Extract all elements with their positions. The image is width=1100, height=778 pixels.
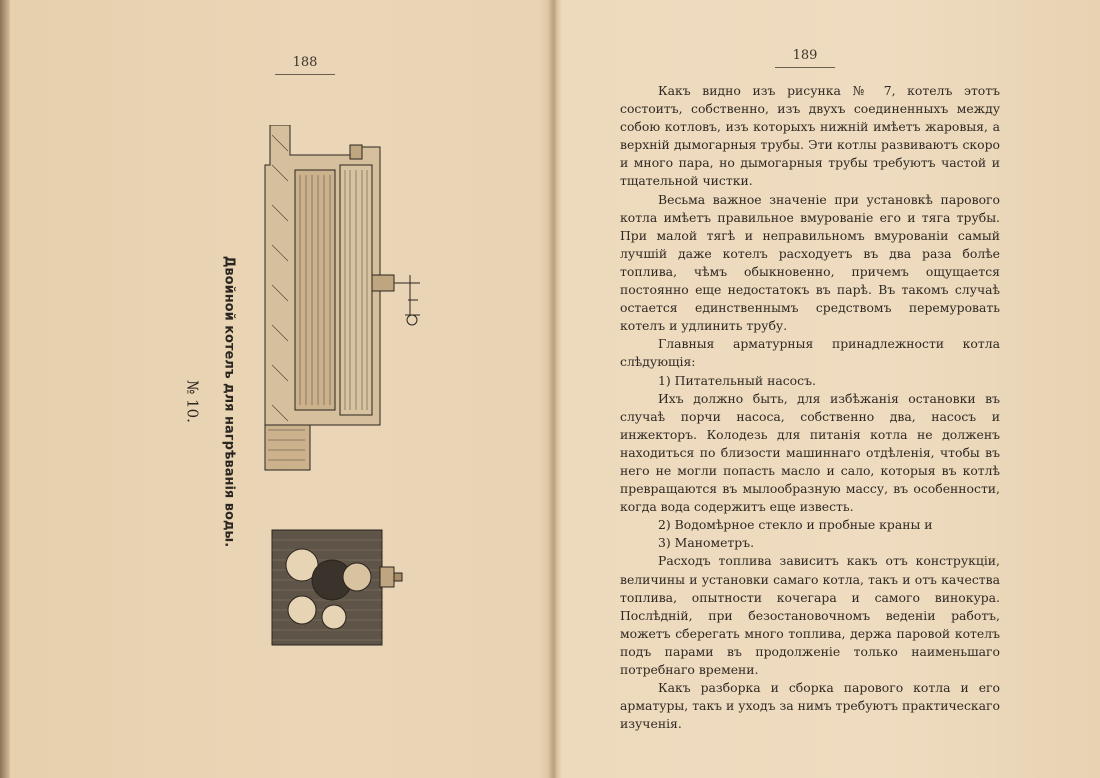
paragraph: Расходъ топлива зависитъ какъ отъ конструкціи, величины и установки самаго котла, такъ и отъ качества топлива, опытности кочегара и самого винокура. Послѣдній, при безостановочномъ веденіи работъ, можетъ сберегать много топлива, держа паровой котелъ подъ парами въ продолженіе только наименьшаго потребнаго времени. [620, 553, 1000, 677]
list-item: 2) Водомѣрное стекло и пробные краны и [658, 517, 933, 533]
paragraph: Главныя арматурныя принадлежности котла слѣдующія: [620, 336, 1000, 370]
list-item: 3) Манометръ. [658, 535, 755, 551]
page-number-right [775, 48, 835, 68]
figure-caption-title: Двойной котелъ для нагрѣванія воды. [221, 255, 237, 548]
paragraph: Какъ видно изъ рисунка № 7, котелъ этотъ состоитъ, собственно, изъ двухъ соединенныхъ между собою котловъ, изъ которыхъ нижній имѣетъ жаровыя, а верхній дымогарныя трубы. Эти котлы развиваютъ скоро и много пара, но дымогарныя трубы требуютъ частой и тщательной чистки. [620, 83, 1000, 189]
list-item: 1) Питательный насосъ. [658, 372, 816, 388]
paragraph: Весьма важное значеніе при установкѣ парового котла имѣетъ правильное вмурованіе его и тяга трубы. При малой тягѣ и неправильномъ вмурованіи самый лучшій даже котелъ расходуетъ въ два раза болѣе топлива, чѣмъ обыкновенно, причемъ ощущается постоянно еще недостатокъ въ парѣ. Въ такомъ случаѣ остается единственнымъ средствомъ перемуровать котелъ и удлинить трубу. [620, 191, 1000, 334]
page-number-left [275, 55, 335, 75]
page-number-left-text: 188 [292, 55, 318, 70]
boiler-cross-section-illustration [262, 525, 412, 650]
paragraph: Ихъ должно быть, для избѣжанія остановки въ случаѣ порчи насоса, собственно два, насосъ и инжекторъ. Колодезь для питанія котла не долженъ находиться по близости машиннаго отдѣленія, чтобы въ него не могли попасть масло и сало, которыя въ котлѣ превращаются въ мылообразную массу, въ особенности, когда вода содержитъ еще известь. [620, 390, 1000, 515]
figure-caption [184, 222, 237, 582]
figure-caption-number: № 10. [183, 380, 202, 423]
page-number-rule [775, 67, 835, 68]
body-text [620, 82, 1000, 733]
paragraph: Какъ разборка и сборка парового котла и его арматуры, такъ и уходъ за нимъ требуютъ практическаго изученія. [620, 680, 1000, 732]
boiler-side-view-illustration [250, 125, 430, 475]
page-number-rule [275, 74, 335, 75]
page-number-right-text: 189 [792, 48, 818, 63]
